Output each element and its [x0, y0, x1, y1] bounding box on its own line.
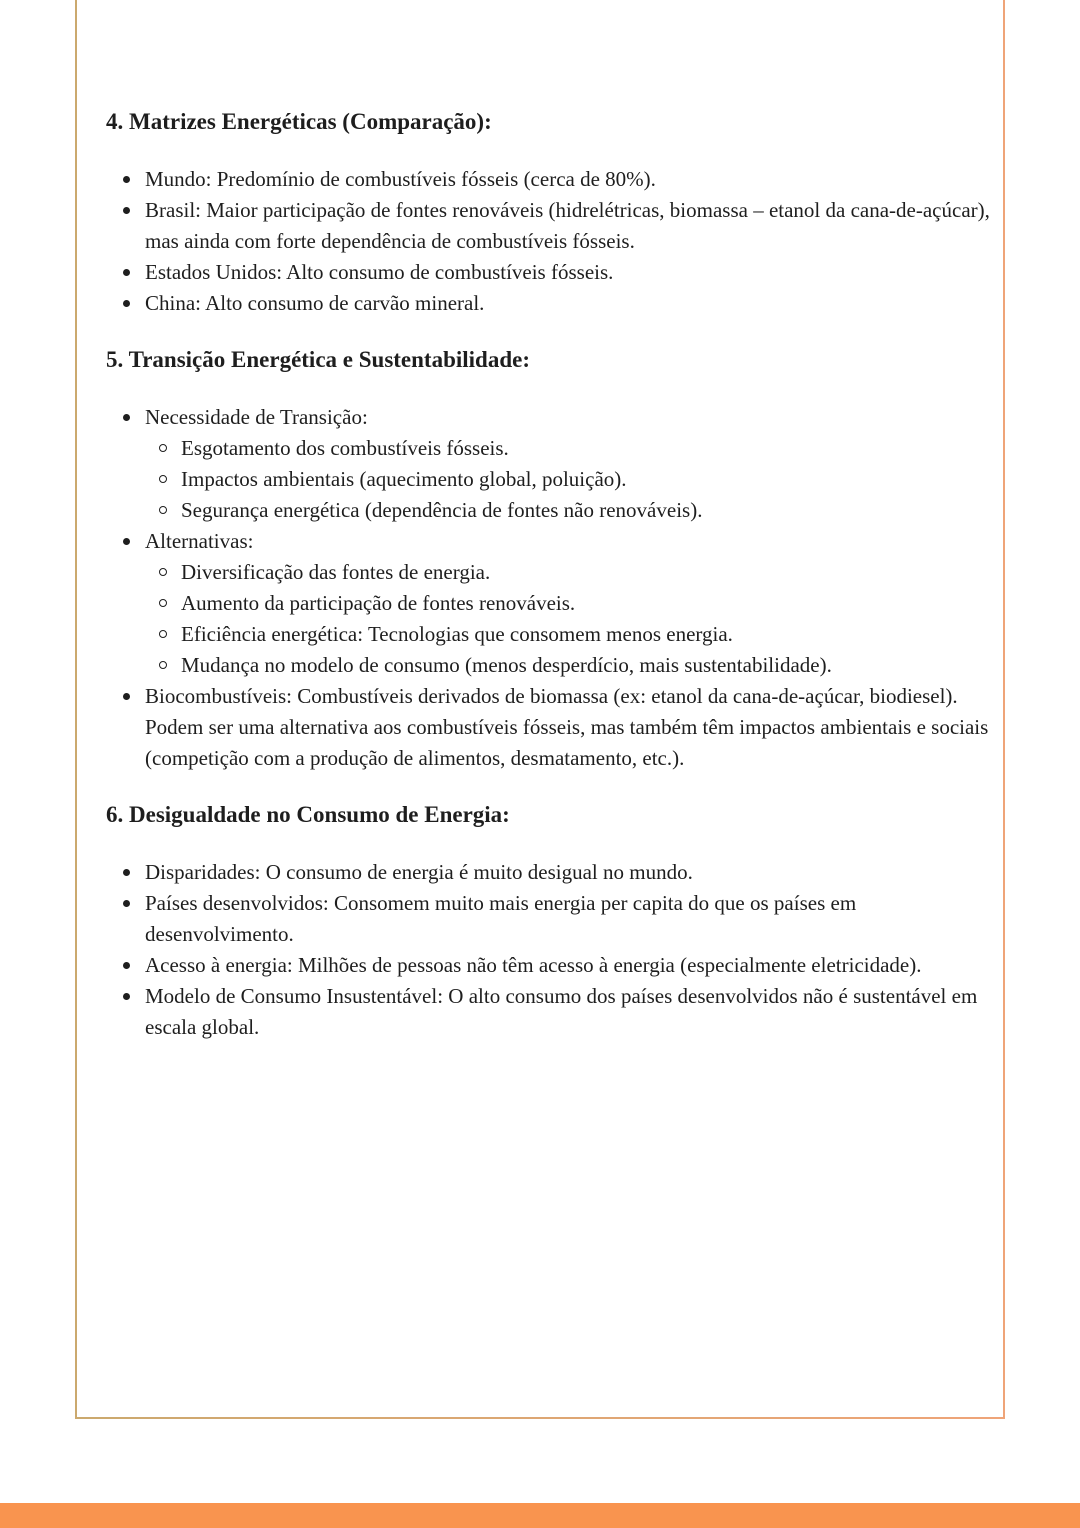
- list-item-text: Brasil: Maior participação de fontes renováveis (hidrelétricas, biomassa – etanol da cana-de-açúcar), mas ainda com forte dependência de combustíveis fósseis.: [145, 198, 990, 253]
- section-6-heading: 6. Desigualdade no Consumo de Energia:: [106, 802, 510, 827]
- list-item-text: Necessidade de Transição:: [145, 405, 368, 429]
- list-item-necessidade-transicao: [106, 402, 990, 526]
- list-item-text: Acesso à energia: Milhões de pessoas não têm acesso à energia (especialmente eletricidade).: [145, 953, 922, 977]
- list-item-text: Mundo: Predomínio de combustíveis fósseis (cerca de 80%).: [145, 167, 656, 191]
- section-5-heading: 5. Transição Energética e Sustentabilidade:: [106, 347, 531, 372]
- list-item-text: Impactos ambientais (aquecimento global, poluição).: [181, 467, 627, 491]
- sub-item-impactos-ambientais: [145, 464, 990, 495]
- document-content: [106, 106, 990, 1068]
- section-6-list: [106, 857, 990, 1043]
- list-item-paises-desenvolvidos: [106, 888, 990, 950]
- list-item-text: Biocombustíveis: Combustíveis derivados de biomassa (ex: etanol da cana-de-açúcar, biodiesel). Podem ser uma alternativa aos combustíveis fósseis, mas também têm impactos ambientais e sociais (competição com a produção de alimentos, desmatamento, etc.).: [145, 684, 989, 770]
- list-item-estados-unidos: [106, 257, 990, 288]
- sub-item-eficiencia-energetica: [145, 619, 990, 650]
- list-item-text: Aumento da participação de fontes renováveis.: [181, 591, 576, 615]
- list-item-text: Disparidades: O consumo de energia é muito desigual no mundo.: [145, 860, 693, 884]
- list-item-biocombustiveis: [106, 681, 990, 774]
- sub-item-seguranca-energetica: [145, 495, 990, 526]
- list-item-modelo-consumo: [106, 981, 990, 1043]
- list-item-text: Modelo de Consumo Insustentável: O alto consumo dos países desenvolvidos não é sustentável em escala global.: [145, 984, 978, 1039]
- section-matrizes-energeticas: [106, 106, 990, 319]
- section-4-heading: 4. Matrizes Energéticas (Comparação):: [106, 109, 492, 134]
- section-5-list: [106, 402, 990, 774]
- list-item-text: Estados Unidos: Alto consumo de combustíveis fósseis.: [145, 260, 614, 284]
- list-item-text: China: Alto consumo de carvão mineral.: [145, 291, 485, 315]
- list-item-china: [106, 288, 990, 319]
- list-item-text: Alternativas:: [145, 529, 254, 553]
- list-item-text: Eficiência energética: Tecnologias que consomem menos energia.: [181, 622, 733, 646]
- list-item-text: Mudança no modelo de consumo (menos desperdício, mais sustentabilidade).: [181, 653, 832, 677]
- list-item-text: Segurança energética (dependência de fontes não renováveis).: [181, 498, 703, 522]
- sub-item-esgotamento: [145, 433, 990, 464]
- list-item-alternativas: [106, 526, 990, 681]
- list-item-brasil: [106, 195, 990, 257]
- list-item-text: Esgotamento dos combustíveis fósseis.: [181, 436, 509, 460]
- list-item-text: Países desenvolvidos: Consomem muito mais energia per capita do que os países em desenvolvimento.: [145, 891, 857, 946]
- sub-item-aumento-renovaveis: [145, 588, 990, 619]
- alternativas-sublist: [145, 557, 990, 681]
- sub-item-mudanca-consumo: [145, 650, 990, 681]
- section-transicao-energetica: [106, 344, 990, 774]
- section-4-list: [106, 164, 990, 319]
- list-item-text: Diversificação das fontes de energia.: [181, 560, 491, 584]
- section-desigualdade-consumo: [106, 799, 990, 1043]
- necessidade-sublist: [145, 433, 990, 526]
- footer-accent-bar: [0, 1503, 1080, 1528]
- list-item-acesso-energia: [106, 950, 990, 981]
- list-item-mundo: [106, 164, 990, 195]
- sub-item-diversificacao: [145, 557, 990, 588]
- list-item-disparidades: [106, 857, 990, 888]
